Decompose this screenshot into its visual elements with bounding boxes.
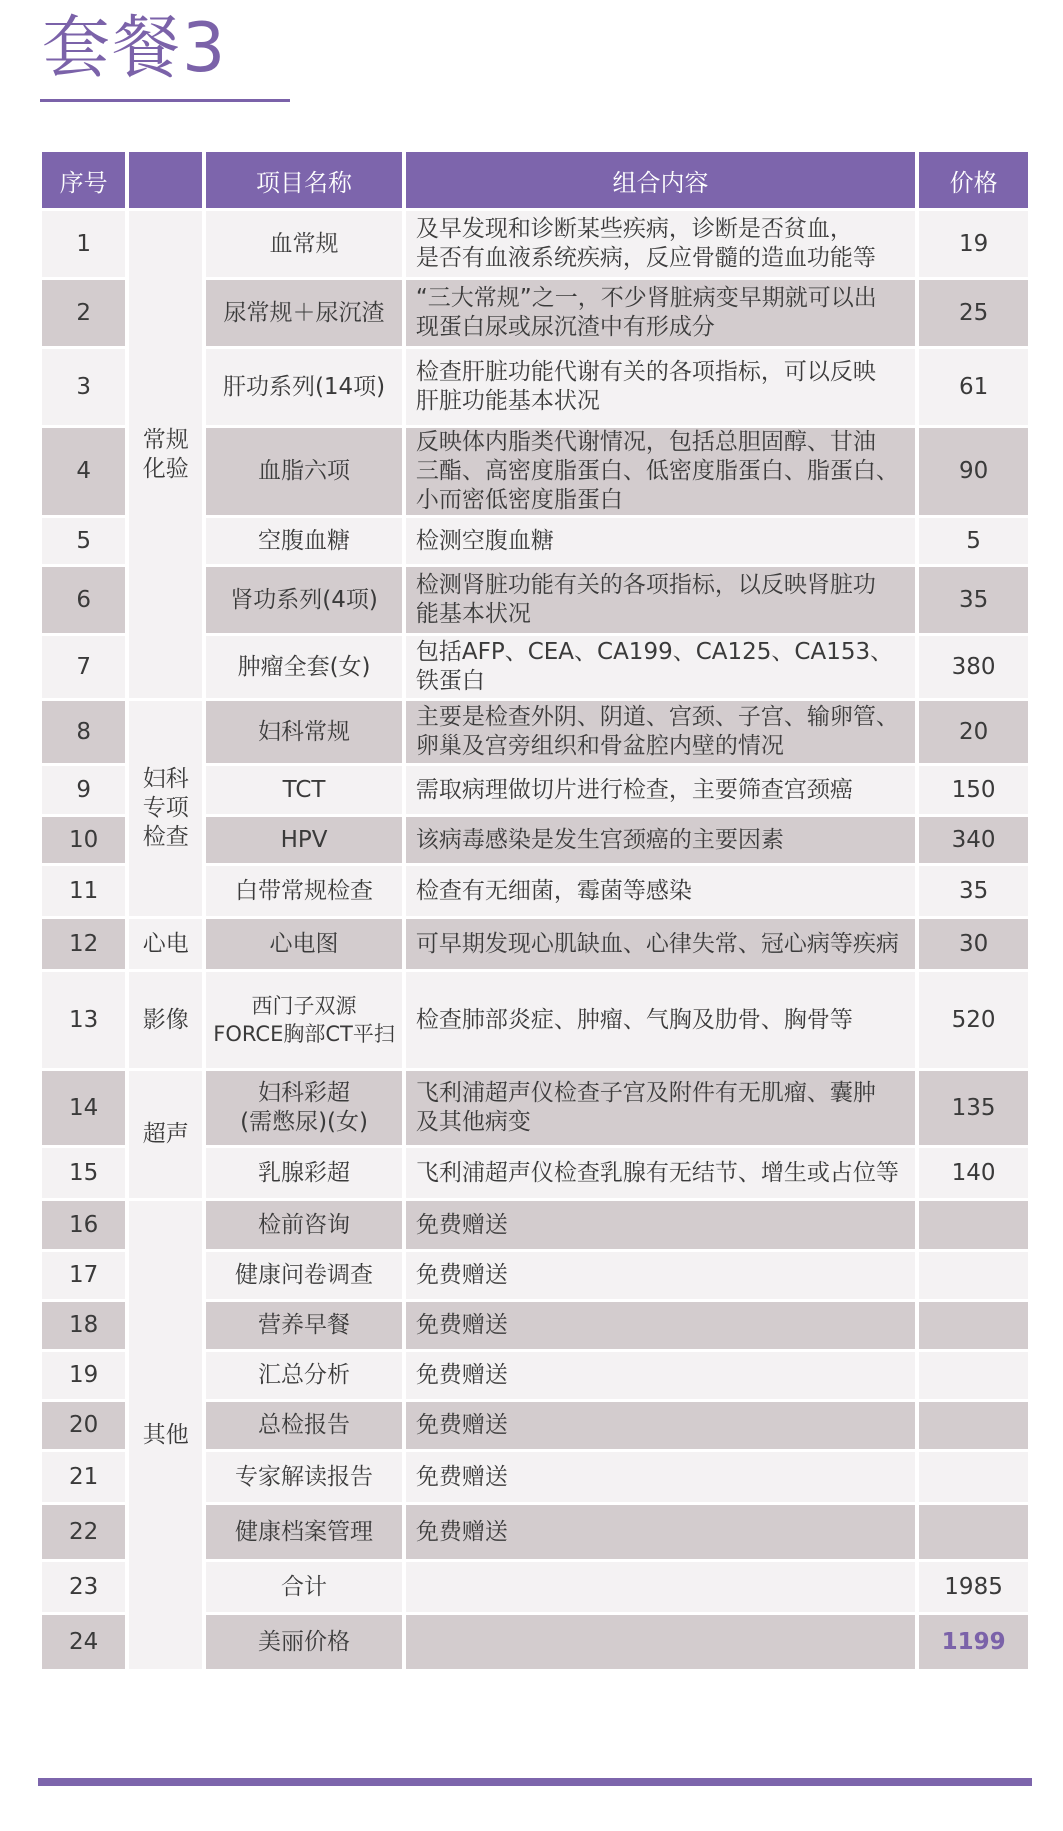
- row-no: 7: [42, 636, 125, 698]
- title-underline: [40, 99, 290, 102]
- item-price: [919, 1252, 1028, 1299]
- item-name: 肿瘤全套(女): [206, 636, 402, 698]
- header-category: [129, 152, 202, 208]
- table-row: [42, 1071, 1028, 1145]
- item-name: 健康问卷调查: [206, 1252, 402, 1299]
- item-name: 汇总分析: [206, 1352, 402, 1399]
- table-row: [42, 701, 1028, 763]
- item-price: 520: [919, 972, 1028, 1068]
- row-no: 22: [42, 1505, 125, 1559]
- item-content: 检查有无细菌，霉菌等感染: [406, 866, 915, 916]
- row-no: 4: [42, 428, 125, 515]
- item-name: 合计: [206, 1562, 402, 1612]
- row-no: 12: [42, 919, 125, 969]
- item-content: 包括AFP、CEA、CA199、CA125、CA153、 铁蛋白: [406, 636, 915, 698]
- category-cell: 超声: [129, 1071, 202, 1198]
- item-content: 飞利浦超声仪检查子宫及附件有无肌瘤、囊肿 及其他病变: [406, 1071, 915, 1145]
- row-no: 6: [42, 567, 125, 633]
- table-row: [42, 972, 1028, 1068]
- header-price: 价格: [919, 152, 1028, 208]
- item-price: 19: [919, 211, 1028, 277]
- item-price: 90: [919, 428, 1028, 515]
- item-price: [919, 1352, 1028, 1399]
- item-price: [919, 1505, 1028, 1559]
- item-content: [406, 1562, 915, 1612]
- table-row: [42, 211, 1028, 277]
- row-no: 17: [42, 1252, 125, 1299]
- item-content: 免费赠送: [406, 1505, 915, 1559]
- row-no: 3: [42, 349, 125, 425]
- item-name: 美丽价格: [206, 1615, 402, 1669]
- row-no: 9: [42, 766, 125, 814]
- item-content: 免费赠送: [406, 1352, 915, 1399]
- item-name: 白带常规检查: [206, 866, 402, 916]
- header-content: 组合内容: [406, 152, 915, 208]
- row-no: 10: [42, 817, 125, 863]
- row-no: 24: [42, 1615, 125, 1669]
- item-price: 1985: [919, 1562, 1028, 1612]
- item-price: 30: [919, 919, 1028, 969]
- row-no: 8: [42, 701, 125, 763]
- item-price: 35: [919, 866, 1028, 916]
- item-name: HPV: [206, 817, 402, 863]
- item-content: 免费赠送: [406, 1201, 915, 1249]
- row-no: 5: [42, 518, 125, 564]
- item-price: 150: [919, 766, 1028, 814]
- item-content: 飞利浦超声仪检查乳腺有无结节、增生或占位等: [406, 1148, 915, 1198]
- header-name: 项目名称: [206, 152, 402, 208]
- item-name: 西门子双源 FORCE胸部CT平扫: [206, 972, 402, 1068]
- page-title: 套餐3: [42, 9, 228, 88]
- item-price: 135: [919, 1071, 1028, 1145]
- item-name: 总检报告: [206, 1402, 402, 1449]
- package-table: [38, 149, 1032, 1672]
- header-no: 序号: [42, 152, 125, 208]
- item-content: 免费赠送: [406, 1302, 915, 1349]
- category-cell: 其他: [129, 1201, 202, 1669]
- row-no: 19: [42, 1352, 125, 1399]
- item-name: 空腹血糖: [206, 518, 402, 564]
- item-content: 主要是检查外阴、阴道、宫颈、子宫、输卵管、 卵巢及宫旁组织和骨盆腔内壁的情况: [406, 701, 915, 763]
- item-price: [919, 1201, 1028, 1249]
- item-content: 检查肺部炎症、肿瘤、气胸及肋骨、胸骨等: [406, 972, 915, 1068]
- table-header-row: [42, 152, 1028, 208]
- item-name: 心电图: [206, 919, 402, 969]
- item-content: [406, 1615, 915, 1669]
- item-price: 35: [919, 567, 1028, 633]
- row-no: 2: [42, 280, 125, 346]
- item-content: 反映体内脂类代谢情况，包括总胆固醇、甘油 三酯、高密度脂蛋白、低密度脂蛋白、脂蛋白、 小而密低密度脂蛋白: [406, 428, 915, 515]
- table-row: [42, 1201, 1028, 1249]
- category-cell: 心电: [129, 919, 202, 969]
- item-content: 需取病理做切片进行检查，主要筛查宫颈癌: [406, 766, 915, 814]
- item-name: 专家解读报告: [206, 1452, 402, 1502]
- item-name: 妇科彩超 (需憋尿)(女): [206, 1071, 402, 1145]
- item-name: 肝功系列(14项): [206, 349, 402, 425]
- item-content: 可早期发现心肌缺血、心律失常、冠心病等疾病: [406, 919, 915, 969]
- item-price: 340: [919, 817, 1028, 863]
- row-no: 14: [42, 1071, 125, 1145]
- item-name: TCT: [206, 766, 402, 814]
- item-name: 乳腺彩超: [206, 1148, 402, 1198]
- item-content: 检测肾脏功能有关的各项指标，以反映肾脏功 能基本状况: [406, 567, 915, 633]
- item-name: 血常规: [206, 211, 402, 277]
- bottom-bar: [38, 1778, 1032, 1786]
- item-content: 检查肝脏功能代谢有关的各项指标，可以反映 肝脏功能基本状况: [406, 349, 915, 425]
- row-no: 16: [42, 1201, 125, 1249]
- row-no: 20: [42, 1402, 125, 1449]
- item-price: 25: [919, 280, 1028, 346]
- item-content: 免费赠送: [406, 1252, 915, 1299]
- row-no: 13: [42, 972, 125, 1068]
- item-content: 免费赠送: [406, 1402, 915, 1449]
- item-name: 尿常规＋尿沉渣: [206, 280, 402, 346]
- item-price: [919, 1402, 1028, 1449]
- category-cell: 妇科 专项 检查: [129, 701, 202, 916]
- row-no: 23: [42, 1562, 125, 1612]
- special-price: 1199: [919, 1615, 1028, 1669]
- item-price: 20: [919, 701, 1028, 763]
- table-row: [42, 919, 1028, 969]
- item-name: 血脂六项: [206, 428, 402, 515]
- item-price: [919, 1302, 1028, 1349]
- item-price: [919, 1452, 1028, 1502]
- item-name: 营养早餐: [206, 1302, 402, 1349]
- row-no: 21: [42, 1452, 125, 1502]
- row-no: 18: [42, 1302, 125, 1349]
- item-name: 检前咨询: [206, 1201, 402, 1249]
- row-no: 11: [42, 866, 125, 916]
- category-cell: 影像: [129, 972, 202, 1068]
- category-cell: 常规 化验: [129, 211, 202, 698]
- item-content: 免费赠送: [406, 1452, 915, 1502]
- item-price: 380: [919, 636, 1028, 698]
- item-price: 5: [919, 518, 1028, 564]
- item-name: 肾功系列(4项): [206, 567, 402, 633]
- item-price: 140: [919, 1148, 1028, 1198]
- row-no: 15: [42, 1148, 125, 1198]
- row-no: 1: [42, 211, 125, 277]
- item-content: 检测空腹血糖: [406, 518, 915, 564]
- item-content: 及早发现和诊断某些疾病，诊断是否贫血， 是否有血液系统疾病，反应骨髓的造血功能等: [406, 211, 915, 277]
- item-content: 该病毒感染是发生宫颈癌的主要因素: [406, 817, 915, 863]
- item-content: “三大常规”之一，不少肾脏病变早期就可以出 现蛋白尿或尿沉渣中有形成分: [406, 280, 915, 346]
- item-name: 妇科常规: [206, 701, 402, 763]
- item-name: 健康档案管理: [206, 1505, 402, 1559]
- item-price: 61: [919, 349, 1028, 425]
